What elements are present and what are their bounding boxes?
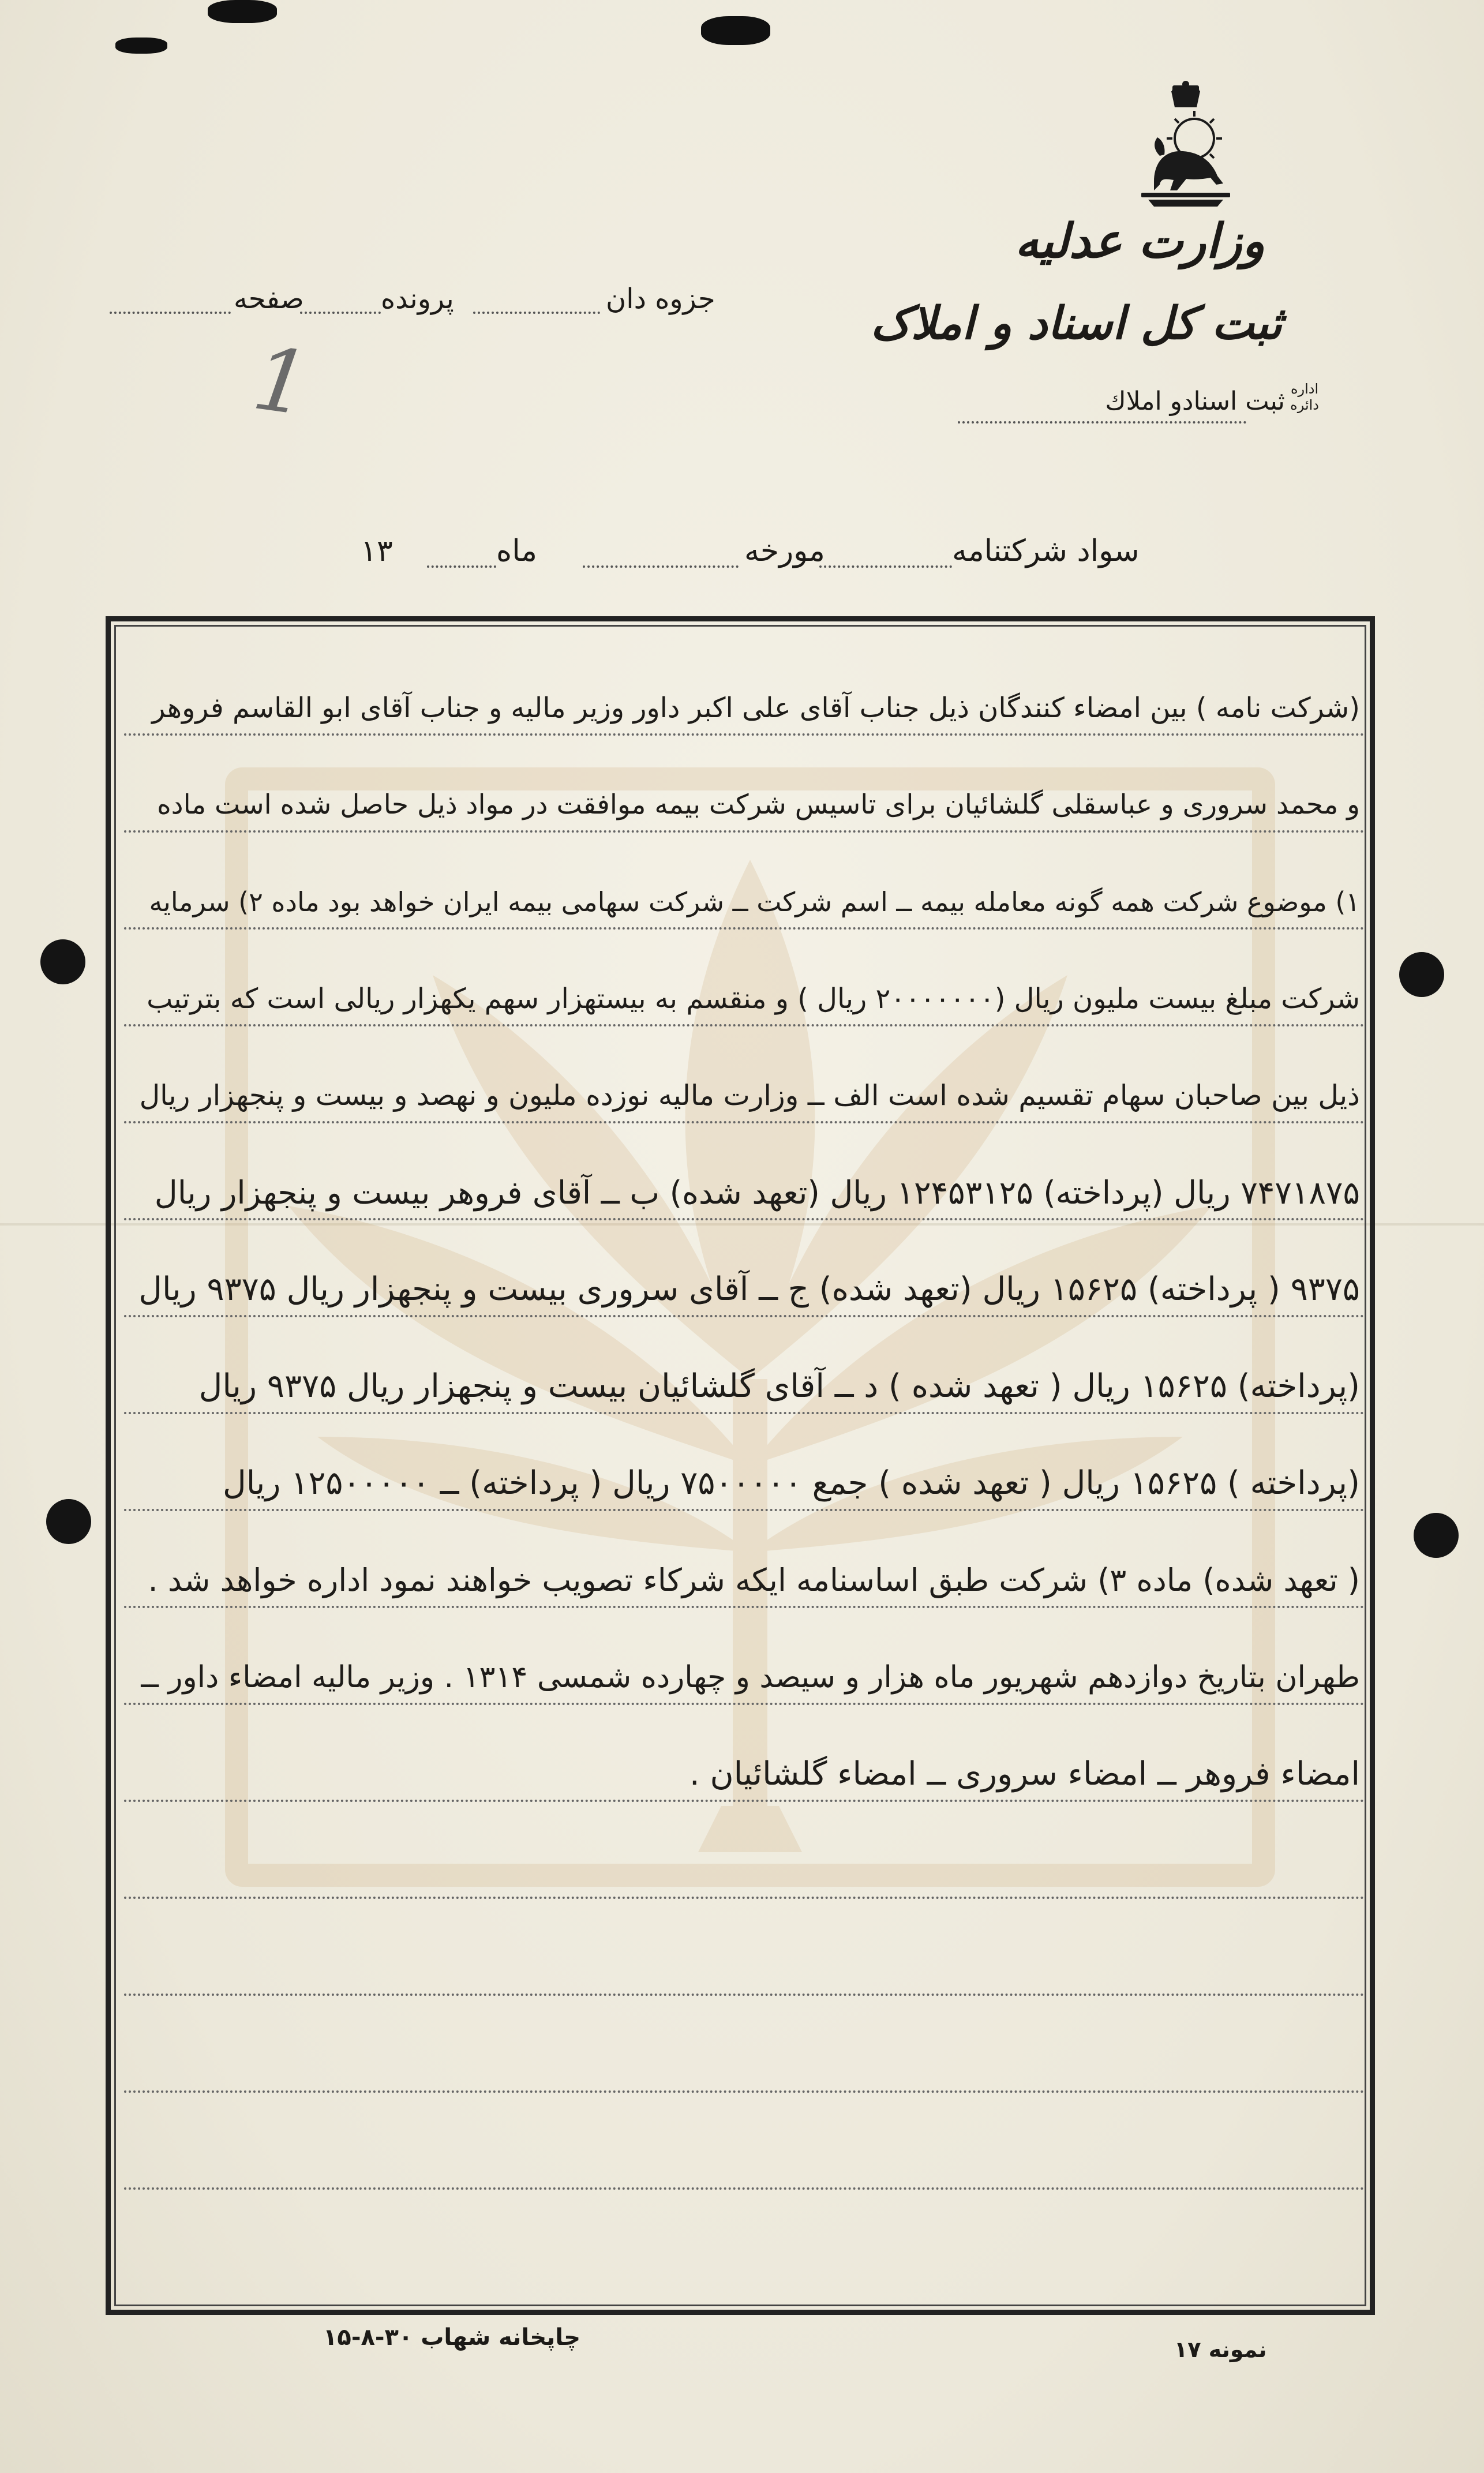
ruled-line: [124, 1151, 1365, 1220]
punch-hole-right-bottom: [1414, 1513, 1459, 1558]
printer-imprint: چاپخانه شهاب ۳۰-۸-۱۵: [323, 2324, 581, 2351]
fascicle-label: جزوه دان: [606, 283, 715, 315]
ruled-line: [124, 1830, 1365, 1899]
ruled-line: [124, 763, 1365, 833]
department-prefix-top: اداره: [1290, 381, 1319, 397]
body-text-line: (پرداخته ) ۱۵۶۲۵ ریال ( تعهد شده ) جمع ۷۵۰۰۰۰۰ ریال ( پرداخته) ــ ۱۲۵۰۰۰۰۰ ریال: [223, 1464, 1360, 1502]
month-dotted-line: [427, 565, 496, 568]
ministry-title: وزارت عدلیه: [1015, 213, 1265, 269]
ruled-line: [124, 1927, 1365, 1996]
page-dotted-line: [110, 312, 231, 314]
ruled-line: [124, 2120, 1365, 2190]
form-model-number: نمونه ۱۷: [1174, 2337, 1267, 2362]
punch-hole-left-bottom: [46, 1499, 91, 1544]
body-text-line: و محمد سروری و عباسقلی گلشائیان برای تاسیس شرکت بیمه موافقت در مواد ذیل حاصل شده است ماده: [157, 789, 1360, 820]
lion-and-sun-emblem-icon: [1137, 81, 1235, 208]
ruled-line: [124, 1442, 1365, 1511]
body-text-line: ( تعهد شده) ماده ۳) شرکت طبق اساسنامه ایکه شرکاء تصویب خواهند نمود اداره خواهد شد .: [148, 1562, 1360, 1598]
handwritten-page-number: 1: [247, 328, 316, 436]
dated-label: مورخه: [744, 534, 825, 568]
body-text-line: ۷۴۷۱۸۷۵ ریال (پرداخته) ۱۲۴۵۳۱۲۵ ریال (تعهد شده) ب ــ آقای فروهر بیست و پنجهزار ریال: [154, 1174, 1360, 1211]
department-prefix-bottom: دائره: [1290, 397, 1319, 413]
ink-stain-top-left: [115, 38, 167, 54]
ruled-line: [124, 1539, 1365, 1608]
ruled-line: [124, 1054, 1365, 1123]
department-dotted-line: [958, 421, 1246, 424]
ruled-line: [124, 860, 1365, 930]
punch-hole-right-top: [1399, 952, 1444, 997]
month-label: ماه: [496, 534, 537, 568]
body-text-line: (شرکت نامه ) بین امضاء کنندگان ذیل جناب آقای علی اکبر داور وزیر مالیه و جناب آقای ابو القاسم فروهر: [152, 692, 1360, 724]
department-prefix: [1290, 381, 1319, 413]
file-dotted-line: [300, 312, 381, 314]
body-text-line: ۹۳۷۵ ( پرداخته) ۱۵۶۲۵ ریال (تعهد شده) ج ــ آقای سروری بیست و پنجهزار ریال ۹۳۷۵ ریال: [138, 1271, 1360, 1308]
registry-title: ثبت کل اسناد و املاک: [870, 297, 1282, 350]
dated-dotted-line: [583, 565, 739, 568]
ink-stain-top: [208, 0, 277, 23]
ruled-line: [124, 1248, 1365, 1317]
ruled-line: [124, 666, 1365, 736]
ruled-line: [124, 1733, 1365, 1802]
copy-of-dotted-line: [819, 565, 952, 568]
body-text-line: ذیل بین صاحبان سهام تقسیم شده است الف ــ وزارت مالیه نوزده ملیون و نهصد و بیست و پنجهزار ریال: [139, 1079, 1360, 1112]
body-text-line: ۱) موضوع شرکت همه گونه معامله بیمه ــ اسم شرکت ــ شرکت سهامی بیمه ایران خواهد بود ماده ۲) سرمایه: [149, 886, 1360, 917]
ink-stain-top-center: [701, 16, 770, 45]
fascicle-dotted-line: [473, 312, 600, 314]
ruled-line: [124, 1636, 1365, 1705]
body-text-line: (پرداخته) ۱۵۶۲۵ ریال ( تعهد شده ) د ــ آقای گلشائیان بیست و پنجهزار ریال ۹۳۷۵ ریال: [198, 1367, 1360, 1405]
body-text-line: شرکت مبلغ بیست ملیون ریال (۲۰۰۰۰۰۰۰ ریال ) و منقسم به بیستهزار سهم یکهزار ریالی است که بترتیب: [147, 983, 1360, 1015]
body-text-line: طهران بتاریخ دوازدهم شهریور ماه هزار و سیصد و چهارده شمسی ۱۳۱۴ . وزیر مالیه امضاء داور ــ: [141, 1660, 1360, 1695]
ruled-line: [124, 957, 1365, 1026]
ruled-line: [124, 2024, 1365, 2093]
department-name: ثبت اسنادو املاك: [1105, 387, 1285, 416]
file-label: پرونده: [381, 283, 454, 315]
year-label: ۱۳: [361, 534, 393, 568]
page-label: صفحه: [234, 283, 304, 315]
body-text-line: امضاء فروهر ــ امضاء سروری ــ امضاء گلشائیان .: [689, 1755, 1360, 1793]
ruled-line: [124, 1345, 1365, 1414]
copy-of-label: سواد شرکتنامه: [952, 534, 1140, 568]
punch-hole-left-top: [40, 939, 85, 984]
